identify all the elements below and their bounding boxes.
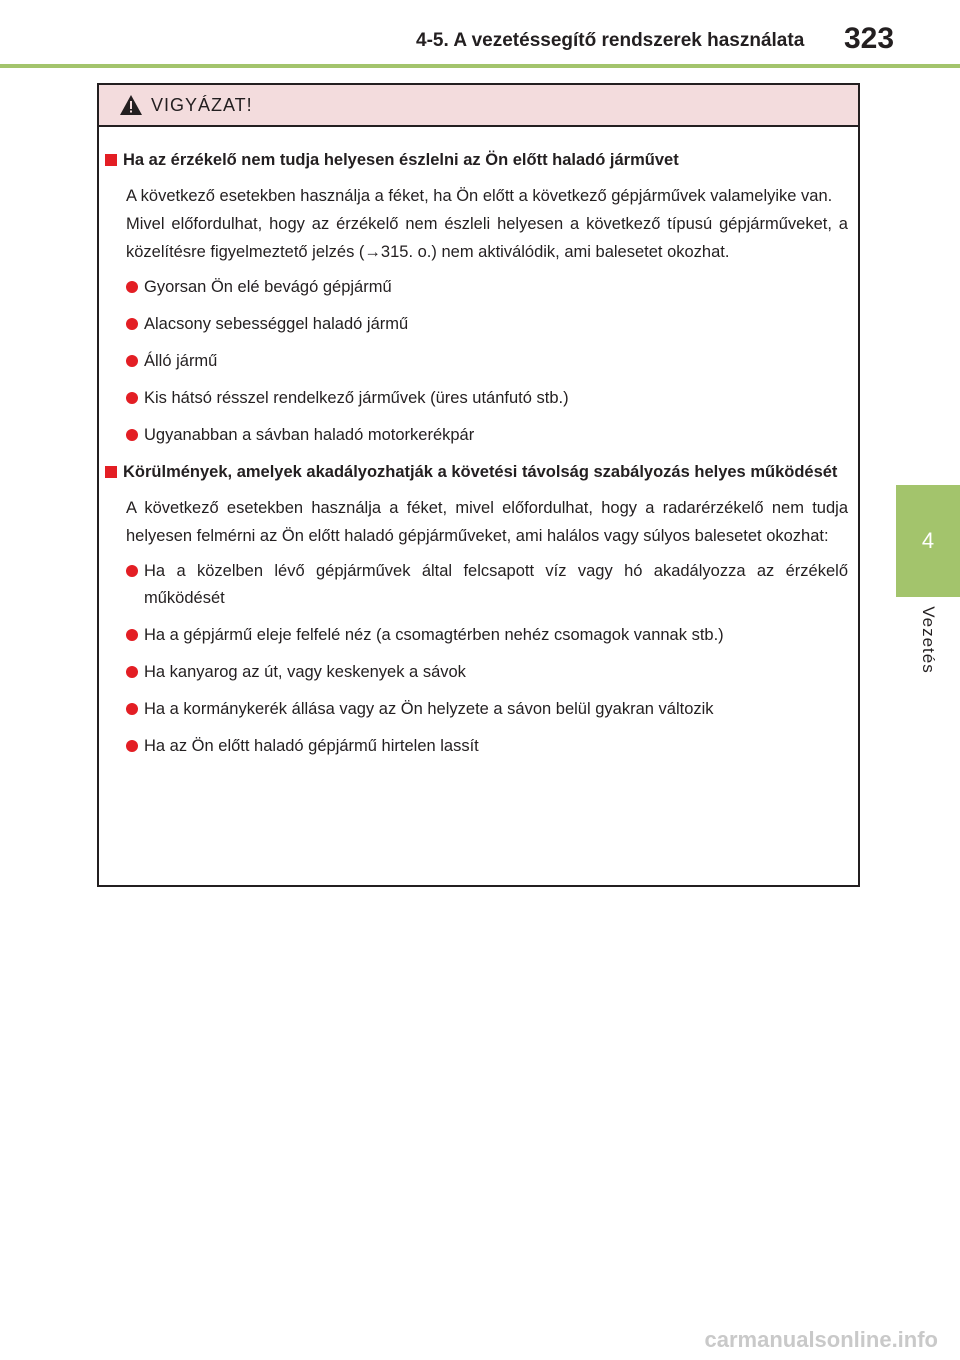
warning-box <box>97 83 860 887</box>
section-title: 4-5. A vezetéssegítő rendszerek használata <box>416 30 805 51</box>
header-divider <box>0 64 960 68</box>
list-item: Kis hátsó résszel rendelkező járművek (üres utánfutó stb.) <box>126 385 848 412</box>
page-number: 323 <box>844 22 895 55</box>
paragraph: A következő esetekben használja a féket, mivel előfordulhat, hogy a radarérzékelő nem tudja helyesen felmérni az Ön előtt haladó gépjárműveket, ami halálos vagy súlyos balesetet okozhat: <box>126 499 848 545</box>
round-bullet-icon <box>126 318 138 330</box>
list-item: Alacsony sebességgel haladó jármű <box>126 311 848 338</box>
chapter-label: Vezetés <box>919 606 938 674</box>
paragraph: A következő esetekben használja a féket, ha Ön előtt a következő gépjárművek valamelyike van. Mivel előfordulhat, hogy az érzékelő nem észleli helyesen a következő típusú gépjárműveket, a közelítésre figyelmeztető jelzés (→315. o.) nem aktiválódik, ami balesetet okozhat. <box>126 187 848 261</box>
section-heading: Ha az érzékelő nem tudja helyesen észlelni az Ön előtt haladó járművet <box>105 147 848 174</box>
list-item: Gyorsan Ön elé bevágó gépjármű <box>126 274 848 301</box>
round-bullet-icon <box>126 666 138 678</box>
round-bullet-icon <box>126 740 138 752</box>
square-bullet-icon <box>105 154 117 166</box>
list-item: Ha a közelben lévő gépjárművek által felcsapott víz vagy hó akadályozza az érzékelő működését <box>126 558 848 612</box>
chapter-tab[interactable] <box>896 485 960 597</box>
round-bullet-icon <box>126 703 138 715</box>
warning-header <box>99 85 858 127</box>
section-heading: Körülmények, amelyek akadályozhatják a követési távolság szabályozás helyes működését <box>105 459 848 486</box>
round-bullet-icon <box>126 565 138 577</box>
chapter-number: 4 <box>921 528 935 553</box>
square-bullet-icon <box>105 466 117 478</box>
list-item: Ha kanyarog az út, vagy keskenyek a sávok <box>126 659 848 686</box>
round-bullet-icon <box>126 392 138 404</box>
round-bullet-icon <box>126 355 138 367</box>
list-item: Álló jármű <box>126 348 848 375</box>
list-item: Ha az Ön előtt haladó gépjármű hirtelen lassít <box>126 733 848 760</box>
warning-triangle-icon <box>119 94 143 116</box>
warning-title: VIGYÁZAT! <box>151 94 253 115</box>
warning-body <box>99 127 858 760</box>
round-bullet-icon <box>126 429 138 441</box>
list-item: Ha a gépjármű eleje felfelé néz (a csomagtérben nehéz csomagok vannak stb.) <box>126 622 848 649</box>
watermark: carmanualsonline.info <box>704 1327 938 1352</box>
list-item: Ugyanabban a sávban haladó motorkerékpár <box>126 422 848 449</box>
round-bullet-icon <box>126 629 138 641</box>
round-bullet-icon <box>126 281 138 293</box>
list-item: Ha a kormánykerék állása vagy az Ön helyzete a sávon belül gyakran változik <box>126 696 848 723</box>
